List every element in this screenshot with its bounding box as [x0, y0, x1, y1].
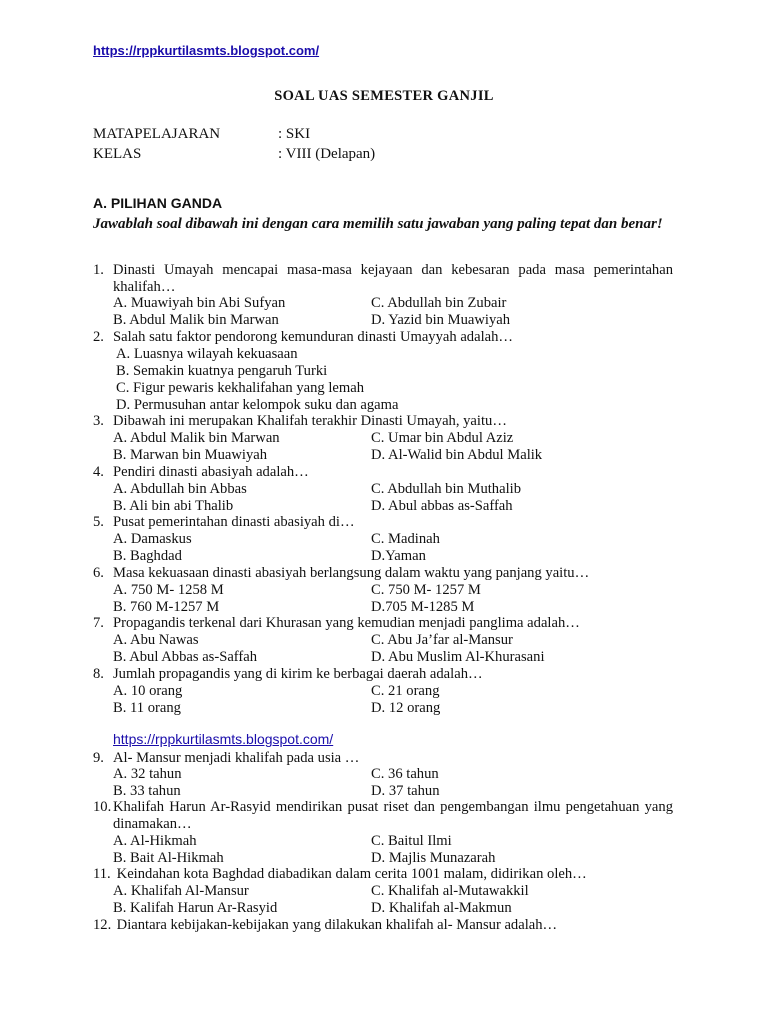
question-number: 7.	[93, 615, 104, 631]
option: C. Khalifah al-Mutawakkil	[371, 883, 529, 899]
option: D. Abu Muslim Al-Khurasani	[371, 649, 545, 665]
option: C. Baitul Ilmi	[371, 833, 452, 849]
option: C. Abu Ja’far al-Mansur	[371, 632, 513, 648]
option: D. Permusuhan antar kelompok suku dan agama	[116, 397, 399, 413]
page-title: SOAL UAS SEMESTER GANJIL	[274, 88, 494, 104]
question-text: Al- Mansur menjadi khalifah pada usia …	[113, 750, 360, 766]
question-9	[93, 750, 673, 767]
option: D. Al-Walid bin Abdul Malik	[371, 447, 543, 463]
question-number: 4.	[93, 464, 104, 480]
option: A. Muawiyah bin Abi Sufyan	[113, 295, 286, 311]
question-number: 8.	[93, 666, 104, 682]
option: A. Damaskus	[113, 531, 192, 547]
option: D. Khalifah al-Makmun	[371, 900, 512, 916]
option: A. Abdul Malik bin Marwan	[113, 430, 280, 446]
question-number: 9.	[93, 750, 104, 766]
option: A. Abdullah bin Abbas	[113, 481, 247, 497]
question-number: 2.	[93, 329, 104, 345]
header-link[interactable]: https://rppkurtilasmts.blogspot.com/	[93, 43, 320, 58]
option: A. Al-Hikmah	[113, 833, 197, 849]
option: B. 33 tahun	[113, 783, 181, 799]
option: D. Yazid bin Muawiyah	[371, 312, 511, 328]
option: D. Abul abbas as-Saffah	[371, 498, 513, 514]
question-3	[93, 413, 673, 430]
option: C. Madinah	[371, 531, 440, 547]
question-text: Pendiri dinasti abasiyah adalah…	[113, 464, 309, 480]
option: B. Ali bin abi Thalib	[113, 498, 234, 514]
middle-link[interactable]: https://rppkurtilasmts.blogspot.com/	[113, 731, 334, 747]
option: D. Majlis Munazarah	[371, 850, 496, 866]
question-11	[93, 866, 673, 883]
option: A. 750 M- 1258 M	[113, 582, 224, 598]
option: A. 10 orang	[113, 683, 183, 699]
meta-subject-value: : SKI	[278, 126, 311, 142]
option: C. Umar bin Abdul Aziz	[371, 430, 514, 446]
question-2	[93, 329, 673, 346]
question-text: Diantara kebijakan-kebijakan yang dilakukan khalifah al- Mansur adalah…	[113, 917, 558, 933]
option: C. Figur pewaris kekhalifahan yang lemah	[116, 380, 365, 396]
option: A. Luasnya wilayah kekuasaan	[116, 346, 298, 362]
option: C. 36 tahun	[371, 766, 439, 782]
meta-subject-row	[93, 126, 310, 143]
meta-class-row	[93, 146, 375, 163]
option: B. Semakin kuatnya pengaruh Turki	[116, 363, 328, 379]
option: B. 760 M-1257 M	[113, 599, 220, 615]
instruction-text: Jawablah soal dibawah ini dengan cara memilih satu jawaban yang paling tepat dan benar!	[93, 216, 663, 232]
question-text: Jumlah propagandis yang di kirim ke berbagai daerah adalah…	[113, 666, 483, 682]
option: B. Abul Abbas as-Saffah	[113, 649, 258, 665]
question-5	[93, 514, 673, 531]
question-text: Salah satu faktor pendorong kemunduran dinasti Umayyah adalah…	[113, 329, 514, 345]
meta-class-value: : VIII (Delapan)	[278, 146, 376, 162]
option: B. Bait Al-Hikmah	[113, 850, 224, 866]
question-text: Keindahan kota Baghdad diabadikan dalam cerita 1001 malam, didirikan oleh…	[113, 866, 587, 882]
question-text: Dibawah ini merupakan Khalifah terakhir Dinasti Umayah, yaitu…	[113, 413, 507, 429]
option: B. Baghdad	[113, 548, 182, 564]
option: D.705 M-1285 M	[371, 599, 475, 615]
section-title: A. PILIHAN GANDA	[93, 195, 223, 211]
question-number: 1.	[93, 262, 104, 278]
option: D. 37 tahun	[371, 783, 440, 799]
option: A. Abu Nawas	[113, 632, 199, 648]
option: D.Yaman	[371, 548, 426, 564]
question-number: 10.	[93, 799, 112, 815]
question-number: 3.	[93, 413, 104, 429]
option: A. 32 tahun	[113, 766, 182, 782]
meta-subject-label: MATAPELAJARAN	[93, 126, 221, 142]
question-number: 5.	[93, 514, 104, 530]
question-text: Propagandis terkenal dari Khurasan yang kemudian menjadi panglima adalah…	[113, 615, 580, 631]
question-number: 11.	[93, 866, 111, 882]
question-1	[93, 262, 673, 296]
question-12	[93, 917, 673, 934]
meta-class-label: KELAS	[93, 146, 142, 162]
option: C. Abdullah bin Muthalib	[371, 481, 521, 497]
question-text: Khalifah Harun Ar-Rasyid mendirikan pusat riset dan pengembangan ilmu pengetahuan yang dinamakan…	[113, 799, 673, 832]
option: C. Abdullah bin Zubair	[371, 295, 507, 311]
option: B. Abdul Malik bin Marwan	[113, 312, 279, 328]
option: B. Kalifah Harun Ar-Rasyid	[113, 900, 278, 916]
option: C. 21 orang	[371, 683, 440, 699]
option: C. 750 M- 1257 M	[371, 582, 481, 598]
option: B. 11 orang	[113, 700, 181, 716]
question-6	[93, 565, 673, 582]
question-4	[93, 464, 673, 481]
option: A. Khalifah Al-Mansur	[113, 883, 249, 899]
question-number: 12.	[93, 917, 112, 933]
question-8	[93, 666, 673, 683]
question-text: Dinasti Umayah mencapai masa-masa kejayaan dan kebesaran pada masa pemerintahan khalifah…	[113, 262, 673, 295]
question-text: Pusat pemerintahan dinasti abasiyah di…	[113, 514, 355, 530]
question-7	[93, 615, 673, 632]
question-10	[93, 799, 673, 833]
option: D. 12 orang	[371, 700, 441, 716]
question-text: Masa kekuasaan dinasti abasiyah berlangsung dalam waktu yang panjang yaitu…	[113, 565, 590, 581]
question-number: 6.	[93, 565, 104, 581]
option: B. Marwan bin Muawiyah	[113, 447, 268, 463]
